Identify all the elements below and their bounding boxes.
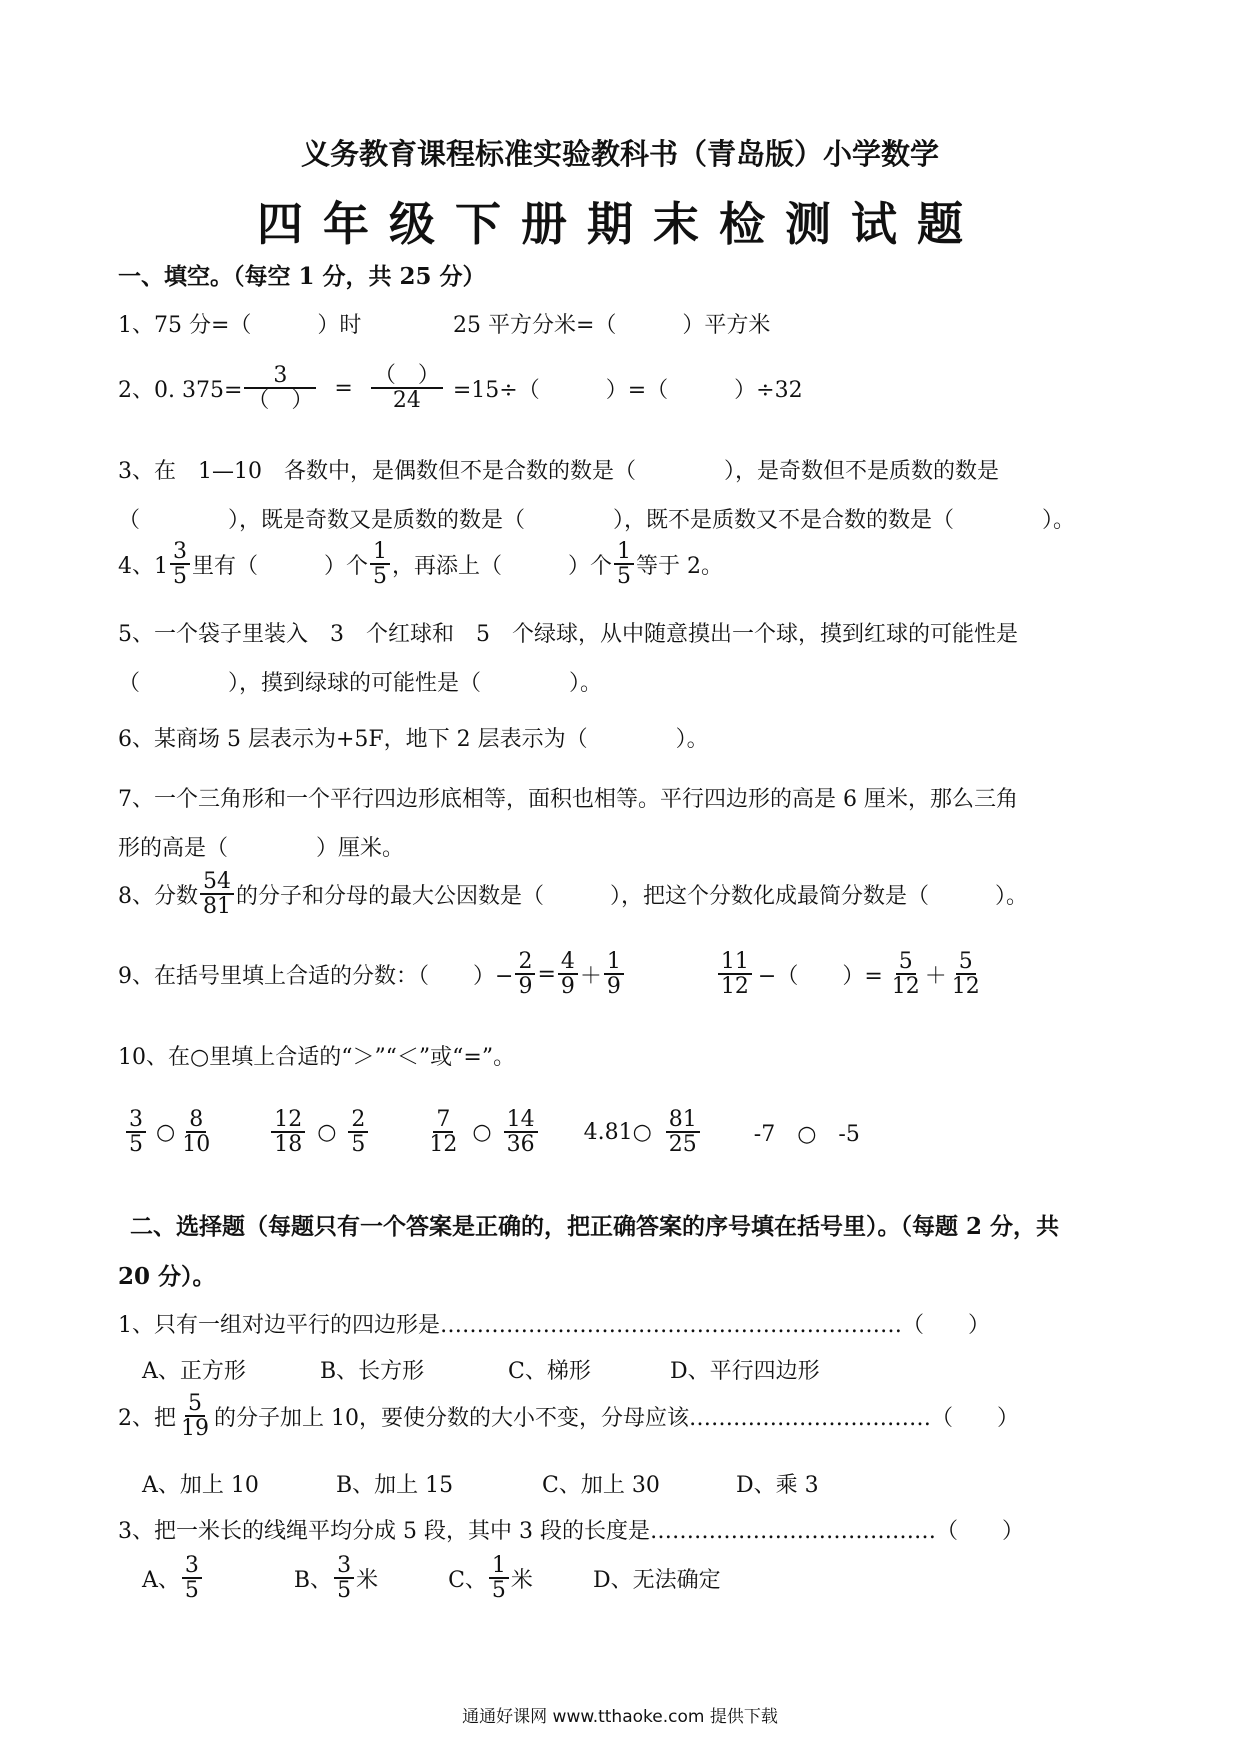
q4-part-1: 里有（ ）个 [192,553,369,579]
q3-line-2: （ ），既是奇数又是质数的数是（ ），既不是质数又不是合数的数是（ ）。 [118,508,1076,533]
denominator: 12 [429,1132,458,1158]
numerator: 7 [433,1108,453,1133]
q3-line-1: 3、在 1—10 各数中，是偶数但不是合数的数是（ ），是奇数但不是质数的数是 [118,459,999,484]
fraction [604,950,624,998]
numerator: 1 [604,950,624,975]
fraction [889,950,923,998]
q9-prefix: 9、在括号里填上合适的分数：（ ）− [118,963,514,989]
fraction [718,950,752,998]
numerator: 11 [718,950,752,975]
numerator: 2 [348,1108,368,1133]
mc-q3-options [142,1554,721,1602]
denominator: 5 [184,1578,199,1604]
denominator: 9 [560,974,575,1000]
section2-heading-line-1: 二、选择题（每题只有一个答案是正确的，把正确答案的序号填在括号里）。（每题 2 分，共 [130,1213,1060,1240]
q7-line-1: 7、一个三角形和一个平行四边形底相等，面积也相等。平行四边形的高是 6 厘米，那么三角 [118,787,1018,812]
plus-sign: ＋ [579,963,602,989]
fraction [179,1108,213,1156]
denominator: 12 [951,974,980,1000]
plus-sign: ＋ [924,963,947,989]
equals-sign: = [537,961,556,987]
fraction [558,950,578,998]
mc-q2-prefix: 2、把 [118,1405,176,1431]
question-9 [118,950,985,998]
fraction [949,950,983,998]
denominator: 5 [173,564,187,590]
denominator: 5 [351,1132,366,1158]
numerator: 1 [370,540,390,565]
fraction [426,1108,460,1156]
numerator: 5 [956,950,976,975]
denominator: 5 [337,1578,352,1604]
fraction [182,1554,202,1602]
numerator: 3 [126,1108,146,1133]
denominator: 9 [518,974,533,1000]
question-2 [118,364,803,412]
fraction [515,950,535,998]
numerator: 8 [186,1108,206,1133]
fraction [666,1108,700,1156]
mc-q1-option-a: A、正方形 [142,1359,246,1384]
denominator: 10 [182,1132,211,1158]
question-6: 6、某商场 5 层表示为+5F，地下 2 层表示为（ ）。 [118,727,709,752]
fraction [200,870,234,918]
fraction [504,1108,538,1156]
compare-decimal: 4.81○ [583,1119,652,1145]
fraction [489,1554,509,1602]
q5-line-2: （ ），摸到绿球的可能性是（ ）。 [118,671,603,696]
denominator: 81 [203,894,231,920]
mc-question-3: 3、把一米长的线绳平均分成 5 段，其中 3 段的长度是…………………………………（ ） [118,1519,1024,1544]
q4-part-2: ，再添上（ ）个 [392,553,613,579]
q1-part-a: 1、75 分=（ ）时 [118,313,362,338]
q10-comparisons [124,1108,860,1156]
q2-suffix: =15÷（ ）=（ ）÷32 [452,377,803,403]
numerator: 12 [271,1108,305,1133]
denominator: 5 [373,564,388,590]
denominator: 19 [181,1416,209,1442]
mc-q2-option-b: B、加上 15 [336,1473,454,1498]
numerator: 3 [334,1554,354,1579]
denominator: 18 [274,1132,303,1158]
numerator: 3 [182,1554,202,1579]
q9-middle: −（ ）= [757,963,883,989]
fraction [178,1392,212,1440]
fraction [126,1108,146,1156]
denominator: 5 [491,1578,506,1604]
denominator: 5 [617,564,632,590]
denominator: 9 [606,974,621,1000]
numerator: 54 [200,870,234,895]
numerator: 14 [504,1108,538,1133]
numerator: 3 [170,540,190,565]
fraction [170,540,190,588]
q8-prefix: 8、分数 [118,883,198,909]
fraction [348,1108,368,1156]
document-title: 四年级下册期末检测试题 [257,197,983,251]
denominator: 12 [720,974,749,1000]
mc-q2-option-d: D、乘 3 [736,1473,819,1498]
section1-heading: 一、填空。（每空 1 分，共 25 分） [118,263,486,290]
numerator: 4 [558,950,578,975]
numerator: （ ） [371,364,443,389]
section2-heading-line-2: 20 分）。 [118,1263,216,1290]
fraction [271,1108,305,1156]
denominator: 24 [392,388,421,414]
equals-sign: = [334,375,353,401]
mc-q3-option-b-label: B、 [293,1567,333,1593]
compare-negatives: -7 ○ -5 [753,1121,860,1147]
question-8 [118,870,1028,918]
question-10: 10、在○里填上合适的“＞”“＜”或“=”。 [118,1045,516,1070]
numerator: 1 [614,540,634,565]
numerator: 5 [185,1392,205,1417]
mc-q3-option-a-label: A、 [142,1567,180,1593]
mc-q1-option-b: B、长方形 [320,1359,425,1384]
q5-line-1: 5、一个袋子里装入 3 个红球和 5 个绿球，从中随意摸出一个球，摸到红球的可能性是 [118,622,1018,647]
q4-suffix: 等于 2。 [636,553,724,579]
denominator: 36 [506,1132,535,1158]
numerator: 2 [515,950,535,975]
numerator: 81 [666,1108,700,1133]
mc-q3-option-b-unit: 米 [356,1567,379,1593]
mc-question-1: 1、只有一组对边平行的四边形是………………………………………………………（ ） [118,1313,990,1338]
mc-question-2 [118,1392,1019,1440]
numerator: 3 [244,364,316,389]
q8-suffix: 的分子和分母的最大公因数是（ ），把这个分数化成最简分数是（ ）。 [236,883,1029,909]
denominator: 25 [668,1132,697,1158]
denominator: 5 [129,1132,143,1158]
numerator: 1 [489,1554,509,1579]
numerator: 5 [896,950,916,975]
compare-circle: ○ [472,1119,492,1145]
mc-q2-suffix: 的分子加上 10，要使分数的大小不变，分母应该……………………………（ ） [214,1405,1019,1431]
mc-q2-option-a: A、加上 10 [142,1473,259,1498]
mc-q3-option-c-unit: 米 [510,1567,533,1593]
q4-prefix: 4、1 [118,553,168,579]
document-subtitle: 义务教育课程标准实验教科书（青岛版）小学数学 [300,137,939,171]
mc-q1-option-d: D、平行四边形 [670,1359,820,1384]
mc-q3-option-c-label: C、 [448,1567,487,1593]
fraction [334,1554,354,1602]
denominator: （ ） [247,388,314,414]
fraction [371,364,443,412]
compare-circle: ○ [156,1119,176,1145]
q2-prefix: 2、0. 375= [118,377,243,403]
fraction [244,364,316,412]
q7-line-2: 形的高是（ ）厘米。 [118,836,405,861]
mc-q3-option-d: D、无法确定 [592,1567,721,1593]
mc-q1-option-c: C、梯形 [508,1359,591,1384]
fraction [370,540,390,588]
fraction [614,540,634,588]
q1-part-b: 25 平方分米=（ ）平方米 [453,313,771,338]
mc-q2-option-c: C、加上 30 [542,1473,660,1498]
compare-circle: ○ [317,1119,337,1145]
footer-note: 通通好课网 www.tthaoke.com 提供下载 [462,1707,778,1727]
question-4 [118,540,723,588]
denominator: 12 [891,974,920,1000]
